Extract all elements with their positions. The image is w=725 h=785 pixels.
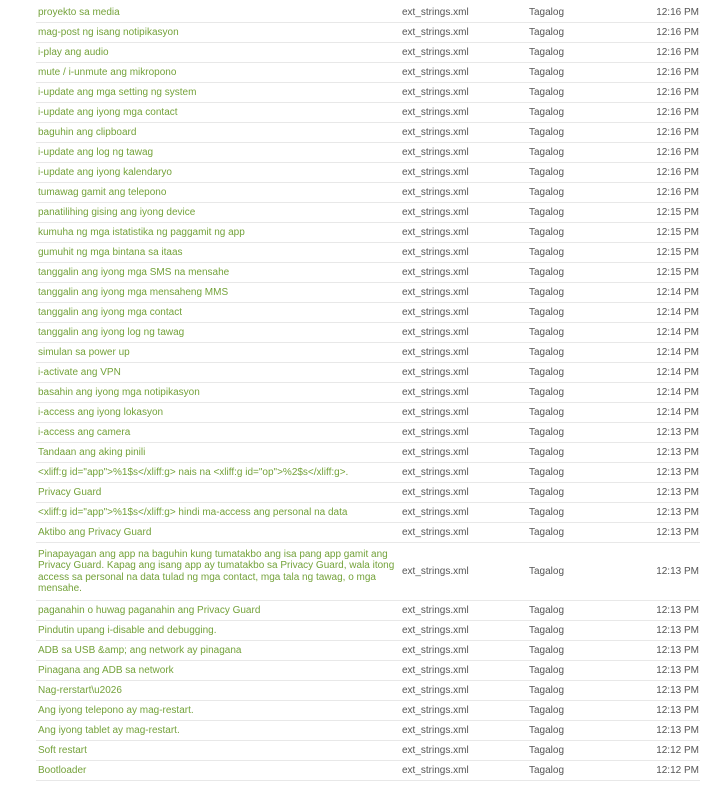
table-row [36,661,700,681]
resource-file: ext_strings.xml [402,347,469,358]
string-text-link[interactable]: mag-post ng isang notipikasyon [38,27,179,38]
table-row [36,741,700,761]
resource-file: ext_strings.xml [402,27,469,38]
language-label: Tagalog [529,645,565,656]
table-row [36,223,700,243]
language-label: Tagalog [529,665,565,676]
string-text-link[interactable]: paganahin o huwag paganahin ang Privacy Guard [38,605,261,616]
string-text-link[interactable]: Ang iyong tablet ay mag-restart. [38,725,180,736]
string-text-link[interactable]: Nag-rerstart\u2026 [38,685,122,696]
timestamp: 12:16 PM [656,187,699,198]
timestamp: 12:13 PM [656,625,699,636]
resource-file: ext_strings.xml [402,187,469,198]
timestamp: 12:12 PM [656,765,699,776]
language-label: Tagalog [529,287,565,298]
string-text-link[interactable]: i-update ang mga setting ng system [38,87,197,98]
language-label: Tagalog [529,566,565,577]
timestamp: 12:14 PM [656,287,699,298]
resource-file: ext_strings.xml [402,745,469,756]
language-label: Tagalog [529,327,565,338]
string-text-link[interactable]: i-access ang iyong lokasyon [38,407,164,418]
string-text-link[interactable]: simulan sa power up [38,347,130,358]
string-text-link[interactable]: <xliff:g id="app">%1$s</xliff:g> hindi ma-access ang personal na data [38,507,348,518]
timestamp: 12:12 PM [656,745,699,756]
string-text-link[interactable]: i-update ang iyong mga contact [38,107,178,118]
resource-file: ext_strings.xml [402,207,469,218]
timestamp: 12:13 PM [656,725,699,736]
language-label: Tagalog [529,427,565,438]
string-text-link[interactable]: Aktibo ang Privacy Guard [38,527,152,538]
string-text-link[interactable]: Bootloader [38,765,87,776]
timestamp: 12:13 PM [656,685,699,696]
table-row [36,343,700,363]
table-row [36,601,700,621]
resource-file: ext_strings.xml [402,427,469,438]
resource-file: ext_strings.xml [402,147,469,158]
resource-file: ext_strings.xml [402,287,469,298]
resource-file: ext_strings.xml [402,67,469,78]
table-row [36,383,700,403]
resource-file: ext_strings.xml [402,725,469,736]
resource-file: ext_strings.xml [402,127,469,138]
resource-file: ext_strings.xml [402,507,469,518]
timestamp: 12:14 PM [656,327,699,338]
table-row [36,463,700,483]
timestamp: 12:16 PM [656,7,699,18]
table-row [36,143,700,163]
language-label: Tagalog [529,27,565,38]
table-row [36,503,700,523]
table-row [36,423,700,443]
string-text-link[interactable]: basahin ang iyong mga notipikasyon [38,387,200,398]
timestamp: 12:13 PM [656,507,699,518]
language-label: Tagalog [529,745,565,756]
language-label: Tagalog [529,367,565,378]
timestamp: 12:16 PM [656,107,699,118]
language-label: Tagalog [529,725,565,736]
resource-file: ext_strings.xml [402,307,469,318]
string-text-link[interactable]: tumawag gamit ang telepono [38,187,167,198]
activity-table [36,3,700,781]
table-row [36,621,700,641]
language-label: Tagalog [529,247,565,258]
string-text-link[interactable]: mute / i-unmute ang mikropono [38,67,177,78]
resource-file: ext_strings.xml [402,267,469,278]
resource-file: ext_strings.xml [402,107,469,118]
language-label: Tagalog [529,387,565,398]
string-text-link[interactable]: Pinagana ang ADB sa network [38,665,174,676]
string-text-link[interactable]: Privacy Guard [38,487,102,498]
timestamp: 12:13 PM [656,467,699,478]
language-label: Tagalog [529,307,565,318]
string-text-link[interactable]: <xliff:g id="app">%1$s</xliff:g> nais na <xliff:g id="op">%2$s</xliff:g>. [38,467,349,478]
string-text-link[interactable]: tanggalin ang iyong mga contact [38,307,182,318]
resource-file: ext_strings.xml [402,407,469,418]
table-row [36,203,700,223]
table-row [36,761,700,781]
table-row [36,3,700,23]
language-label: Tagalog [529,407,565,418]
table-row [36,123,700,143]
language-label: Tagalog [529,487,565,498]
resource-file: ext_strings.xml [402,705,469,716]
timestamp: 12:13 PM [656,665,699,676]
resource-file: ext_strings.xml [402,487,469,498]
resource-file: ext_strings.xml [402,605,469,616]
table-row [36,363,700,383]
language-label: Tagalog [529,447,565,458]
language-label: Tagalog [529,765,565,776]
resource-file: ext_strings.xml [402,227,469,238]
string-text-link[interactable]: i-play ang audio [38,47,109,58]
timestamp: 12:13 PM [656,566,699,577]
timestamp: 12:16 PM [656,27,699,38]
table-row [36,263,700,283]
timestamp: 12:16 PM [656,87,699,98]
language-label: Tagalog [529,625,565,636]
resource-file: ext_strings.xml [402,645,469,656]
string-text-link[interactable]: Tandaan ang aking pinili [38,447,146,458]
resource-file: ext_strings.xml [402,625,469,636]
string-text-link[interactable]: tanggalin ang iyong mga SMS na mensahe [38,267,230,278]
table-row [36,543,700,601]
resource-file: ext_strings.xml [402,47,469,58]
timestamp: 12:13 PM [656,487,699,498]
table-row [36,443,700,463]
language-label: Tagalog [529,227,565,238]
resource-file: ext_strings.xml [402,527,469,538]
resource-file: ext_strings.xml [402,566,469,577]
string-text-link[interactable]: kumuha ng mga istatistika ng paggamit ng app [38,227,245,238]
string-text-link[interactable]: proyekto sa media [38,7,120,18]
resource-file: ext_strings.xml [402,765,469,776]
string-text-link[interactable]: Ang iyong telepono ay mag-restart. [38,705,194,716]
string-text-link[interactable]: ADB sa USB &amp; ang network ay pinagana [38,645,242,656]
table-row [36,283,700,303]
string-text-link[interactable]: tanggalin ang iyong log ng tawag [38,327,185,338]
resource-file: ext_strings.xml [402,447,469,458]
resource-file: ext_strings.xml [402,685,469,696]
string-text-link[interactable]: gumuhit ng mga bintana sa itaas [38,247,183,258]
timestamp: 12:15 PM [656,207,699,218]
language-label: Tagalog [529,685,565,696]
language-label: Tagalog [529,107,565,118]
resource-file: ext_strings.xml [402,387,469,398]
timestamp: 12:13 PM [656,645,699,656]
string-text-link[interactable]: Soft restart [38,745,87,756]
timestamp: 12:16 PM [656,47,699,58]
timestamp: 12:15 PM [656,247,699,258]
table-row [36,63,700,83]
language-label: Tagalog [529,147,565,158]
table-row [36,483,700,503]
language-label: Tagalog [529,705,565,716]
string-text-link[interactable]: Pinapayagan ang app na baguhin kung tumatakbo ang isa pang app gamit ang Privacy Guard. Kapag ang isang app ay tumatakbo sa Privacy Guard, wala itong access sa personal na data tulad ng mga contact, mga tala ng tawag, o mga mensahe. [38,548,395,594]
resource-file: ext_strings.xml [402,327,469,338]
resource-file: ext_strings.xml [402,467,469,478]
table-row [36,83,700,103]
string-text-link[interactable]: i-activate ang VPN [38,367,121,378]
string-text-link[interactable]: tanggalin ang iyong mga mensaheng MMS [38,287,229,298]
timestamp: 12:13 PM [656,605,699,616]
language-label: Tagalog [529,47,565,58]
string-text-link[interactable]: Pindutin upang i-disable and debugging. [38,625,217,636]
table-row [36,303,700,323]
timestamp: 12:14 PM [656,367,699,378]
table-row [36,323,700,343]
language-label: Tagalog [529,187,565,198]
table-row [36,403,700,423]
resource-file: ext_strings.xml [402,665,469,676]
timestamp: 12:14 PM [656,407,699,418]
timestamp: 12:14 PM [656,387,699,398]
timestamp: 12:15 PM [656,227,699,238]
table-row [36,103,700,123]
table-row [36,681,700,701]
language-label: Tagalog [529,67,565,78]
timestamp: 12:13 PM [656,427,699,438]
table-row [36,43,700,63]
string-text-link[interactable]: i-access ang camera [38,427,131,438]
string-text-link[interactable]: i-update ang log ng tawag [38,147,154,158]
resource-file: ext_strings.xml [402,247,469,258]
language-label: Tagalog [529,347,565,358]
language-label: Tagalog [529,267,565,278]
timestamp: 12:16 PM [656,127,699,138]
resource-file: ext_strings.xml [402,167,469,178]
resource-file: ext_strings.xml [402,367,469,378]
timestamp: 12:16 PM [656,147,699,158]
string-text-link[interactable]: i-update ang iyong kalendaryo [38,167,172,178]
timestamp: 12:14 PM [656,347,699,358]
language-label: Tagalog [529,507,565,518]
timestamp: 12:16 PM [656,67,699,78]
table-row [36,183,700,203]
string-text-link[interactable]: panatilihing gising ang iyong device [38,207,196,218]
table-row [36,523,700,543]
language-label: Tagalog [529,167,565,178]
resource-file: ext_strings.xml [402,87,469,98]
timestamp: 12:13 PM [656,527,699,538]
table-row [36,701,700,721]
timestamp: 12:15 PM [656,267,699,278]
language-label: Tagalog [529,527,565,538]
language-label: Tagalog [529,127,565,138]
table-row [36,721,700,741]
timestamp: 12:16 PM [656,167,699,178]
table-row [36,641,700,661]
timestamp: 12:13 PM [656,705,699,716]
timestamp: 12:13 PM [656,447,699,458]
string-text-link[interactable]: baguhin ang clipboard [38,127,137,138]
timestamp: 12:14 PM [656,307,699,318]
language-label: Tagalog [529,87,565,98]
table-row [36,243,700,263]
table-row [36,163,700,183]
resource-file: ext_strings.xml [402,7,469,18]
language-label: Tagalog [529,467,565,478]
language-label: Tagalog [529,7,565,18]
table-row [36,23,700,43]
language-label: Tagalog [529,605,565,616]
language-label: Tagalog [529,207,565,218]
